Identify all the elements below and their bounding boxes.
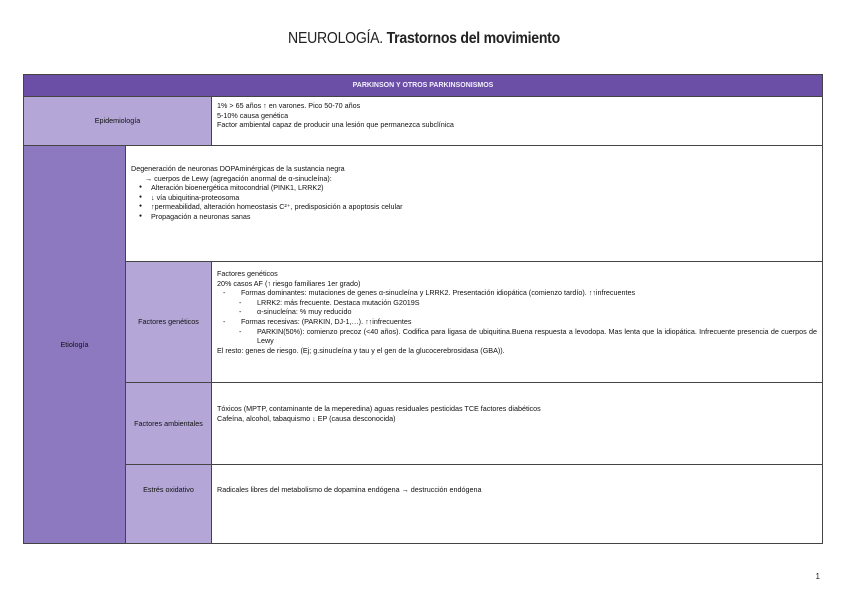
intro-line: → cuerpos de Lewy (agregación anormal de α-sinucleína): bbox=[145, 173, 332, 183]
list-item: ● ↑permeabilidad, alteración homeostasis C²⁺, predisposición a apoptosis celular bbox=[131, 202, 817, 212]
page-number: 1 bbox=[815, 572, 820, 581]
ambientales-line: Tóxicos (MPTP, contaminante de la meperedina) aguas residuales pesticidas TCE factores diabéticos bbox=[217, 404, 541, 413]
geneticos-line: - Formas recesivas: (PARKIN, DJ-1,…). ↑↑infrecuentes bbox=[217, 317, 817, 327]
intro-line: Degeneración de neuronas DOPAminérgicas de la sustancia negra bbox=[131, 164, 345, 173]
oxidativo-line: Radicales libres del metabolismo de dopamina endógena → destrucción endógena bbox=[217, 485, 482, 494]
list-item: ● ↓ vía ubiquitina-proteosoma bbox=[131, 193, 817, 203]
ambientales-line: Cafeína, alcohol, tabaquismo ↓ EP (causa desconocida) bbox=[217, 413, 396, 423]
geneticos-line: El resto: genes de riesgo. (Ej; g.sinucleína y tau y el gen de la glucocerebrosidasa (GBA)). bbox=[217, 345, 505, 355]
list-item: ● Alteración bioenergética mitocondrial (PINK1, LRRK2) bbox=[131, 183, 817, 193]
geneticos-content bbox=[211, 262, 822, 383]
geneticos-line: - Formas dominantes: mutaciones de genes α-sinucleína y LRRK2. Presentación idiopática (comienzo tardío). ↑↑infrecuentes bbox=[217, 288, 817, 298]
epidemiologia-line: 5-10% causa genética bbox=[217, 110, 289, 120]
etiologia-intro bbox=[125, 146, 822, 262]
page-title bbox=[51, 30, 797, 48]
epidemiologia-line: Factor ambiental capaz de producir una lesión que permanezca subclínica bbox=[217, 120, 454, 130]
epidemiologia-line: 1% > 65 años ↑ en varones. Pico 50-70 años bbox=[217, 101, 361, 110]
geneticos-heading: Factores genéticos bbox=[217, 269, 278, 278]
table-section-header: PARKINSON Y OTROS PARKINSONISMOS bbox=[24, 75, 822, 97]
list-item: ● Propagación a neuronas sanas bbox=[131, 212, 817, 222]
ambientales-content bbox=[211, 383, 822, 465]
ambientales-label: Factores ambientales bbox=[125, 383, 211, 465]
geneticos-line: - PARKIN(50%): comienzo precoz (<40 años). Codifica para ligasa de ubiquitina.Buena respuesta a levodopa. Mas lenta que la idiopática. Infrecuente presencia de cuerpos de Lewy bbox=[217, 327, 817, 346]
geneticos-line: - α-sinucleína: % muy reducido bbox=[217, 307, 817, 317]
geneticos-line: - LRRK2: más frecuente. Destaca mutación G2019S bbox=[217, 298, 817, 308]
etiologia-label: Etiología bbox=[24, 146, 125, 543]
parkinson-table bbox=[23, 74, 823, 544]
intro-bullet-list bbox=[131, 183, 817, 221]
epidemiologia-content bbox=[211, 97, 822, 146]
geneticos-label: Factores genéticos bbox=[125, 262, 211, 383]
oxidativo-content bbox=[211, 465, 822, 543]
page-title-regular: NEUROLOGÍA. bbox=[288, 30, 383, 47]
page-title-bold: Trastornos del movimiento bbox=[386, 30, 560, 47]
geneticos-line: 20% casos AF (↑ riesgo familiares 1er grado) bbox=[217, 278, 361, 288]
epidemiologia-label: Epidemiología bbox=[24, 97, 211, 146]
oxidativo-label: Estrés oxidativo bbox=[125, 465, 211, 543]
